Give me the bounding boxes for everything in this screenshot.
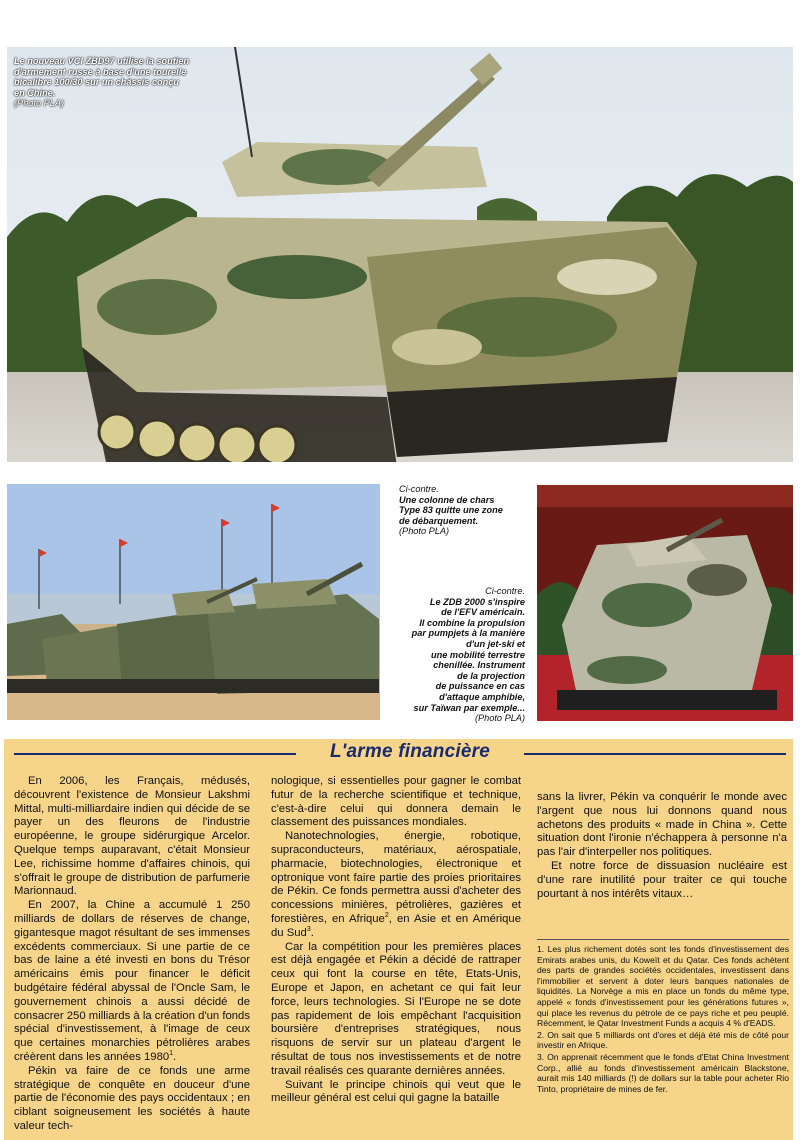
paragraph: Car la compétition pour les premières places est déjà engagée et Pékin a décidé de rattraper ceux qui font la course en tête, Etats-Unis, Europe et Japon, en achetant ce qui fait leur force, leurs technologies. Si l'Europe ne se dote pas rapidement de lois empêchant l'acquisition boursière d'entreprises stratégiques, nous risquons de servir sur un plateau d'argent le résultat de tous nos investissements et de notre travail réalisés ces quarante dernières années. <box>271 940 521 1077</box>
footnote: 1. Les plus richement dotés sont les fonds d'investissement des Emirats arabes unis, du Koweït et du Qatar. Ces fonds achètent des parts de grandes sociétés occidentales, investissent dans l'immobilier et servent à doter leurs banques nationales de liquidités. La Norvège a mis en place un fonds du même type, appelé « fonds d'investissement pour les générations futures », qui place les revenus du pétrole de ce pays riche et peu peuplé. Récemment, le Qatar Investment Funds a acquis 4 % d'EADS. <box>537 944 789 1029</box>
caption-zdb2000 <box>385 586 525 724</box>
footnote-ref: 3 <box>306 926 311 933</box>
paragraph <box>271 830 521 940</box>
article-title: L'arme financière <box>330 741 490 762</box>
caption-line: d'armement russe à base d'une tourelle <box>14 66 187 77</box>
sidebar-article <box>4 739 793 1140</box>
footnote: 2. On sait que 5 milliards ont d'ores et déjà été mis de côté pour investir en Afrique. <box>537 1029 789 1051</box>
footnote: 3. On apprenait récemment que le fonds d'Etat China Investment Corp., allié au fonds d'investissement américain Blackstone, aurait mis 140 milliards (!) de dollars sur la table pour acheter Rio Tinto, propriétaire de mines de fer. <box>537 1051 789 1094</box>
photo-tank-column <box>7 484 380 720</box>
paragraph: Et notre force de dissuasion nucléaire est d'une rare inutilité pour traiter ce qui touche pourtant à nos intérêts vitaux… <box>537 859 787 900</box>
caption-zbd97 <box>14 56 219 109</box>
paragraph: En 2006, les Français, médusés, découvrent l'existence de Monsieur Lakshmi Mittal, multi-milliardaire indien qui décide de se payer un des fleurons de l'industrie européenne, le groupe sidérurgique Arcelor. Quelque temps auparavant, c'était Monsieur Lee, richissime homme d'affaires chinois, qui s'offrait le groupe de distribution de parfumerie Marionnaud. <box>14 775 250 898</box>
caption-line: chenillée. Instrument <box>433 660 525 671</box>
caption-line: sur Taïwan par exemple... <box>413 702 525 713</box>
caption-line: bicalibre 100/30 sur un châssis conçu <box>14 77 179 88</box>
paragraph <box>14 899 250 1065</box>
title-rule-right <box>524 753 786 755</box>
article-title-bar <box>4 739 793 765</box>
caption-line: d'un jet-ski et <box>466 638 525 649</box>
title-rule-left <box>14 753 296 755</box>
paragraph: Pékin va faire de ce fonds une arme stratégique de conquête en douceur d'une partie de l'économie des pays occidentaux ; en ciblant soigneusement les sociétés à haute valeur tech- <box>14 1064 250 1132</box>
paragraph: nologique, si essentielles pour gagner le combat futur de la recherche scientifique et technique, c'est-à-dire celui qui donnera demain le classement des puissances mondiales. <box>271 775 521 829</box>
article-column-3 <box>537 791 787 901</box>
caption-line: Il combine la propulsion <box>419 617 525 628</box>
caption-line: de l'EFV américain. <box>441 607 525 618</box>
article-column-2 <box>271 775 521 1106</box>
article-column-1 <box>14 775 250 1134</box>
caption-line: d'attaque amphibie, <box>439 691 525 702</box>
paragraph-end: . <box>310 926 314 939</box>
caption-line: par pumpjets à la manière <box>411 628 525 639</box>
caption-line: de la projection <box>457 670 525 681</box>
zbd97-ifv-illustration <box>7 47 793 462</box>
footnote-ref: 1 <box>169 1050 174 1058</box>
paragraph: Suivant le principe chinois qui veut que le meilleur général est celui qui gagne la bataille <box>271 1078 521 1105</box>
photo-credit: (Photo PLA) <box>474 713 525 724</box>
caption-type83 <box>399 484 534 537</box>
caption-lead: Ci-contre. <box>485 586 525 596</box>
photo-credit: (Photo PLA) <box>399 526 450 537</box>
footnote-ref: 2 <box>384 912 389 920</box>
photo-zbd97-ifv <box>7 47 793 462</box>
caption-line: Le ZDB 2000 s'inspire <box>429 596 525 607</box>
tank-column-illustration <box>7 484 380 720</box>
paragraph: sans la livrer, Pékin va conquérir le monde avec l'argent que nous lui donnons quand nous achetons des produits « made in China ». Cette situation dont l'ironie n'échappera à personne n'a pas l'air d'interpeller nos politiques. <box>537 791 787 859</box>
caption-line: de puissance en cas <box>435 681 525 692</box>
caption-line: une mobilité terrestre <box>431 649 525 660</box>
caption-line: Le nouveau VCI ZBD97 utilise la soutien <box>14 56 190 66</box>
photo-zdb2000 <box>537 485 793 721</box>
caption-line: Type 83 quitte une zone <box>399 505 503 516</box>
paragraph-text: Nanotechnologies, énergie, robotique, supraconducteurs, matériaux, aérospatiale, pharmacie, biotechnologies, électronique et optronique vont faire partie des proies prioritaires de Pékin. Ce fonds permettra aussi d'acheter des concessions minières, pétrolières, gazières et forestières, en Afrique <box>271 830 521 925</box>
photo-credit: (Photo PLA) <box>14 98 65 109</box>
zdb2000-illustration <box>537 485 793 721</box>
paragraph-text: , en Asie et en Amérique du Sud <box>271 912 521 939</box>
caption-line: en Chine. <box>14 87 56 98</box>
caption-line: de débarquement. <box>399 515 479 526</box>
paragraph-text: En 2007, la Chine a accumulé 1 250 milliards de dollars de réserves de change, gigantesque magot résultant de ses immenses excédents commerciaux. Si une partie de ce bas de laine a été investi en bons du Trésor américains émis pour financer le déficit budgétaire fédéral abyssal de l'Oncle Sam, le gouvernement chinois a aussi décidé de consacrer 250 milliards à la création d'un fonds spécial d'investissement, à l'image de ceux que certaines monarchies pétrolières arabes créèrent dans les années 1980 <box>14 899 250 1063</box>
paragraph-end: . <box>173 1050 177 1063</box>
caption-lead: Ci-contre. <box>399 484 439 494</box>
footnotes <box>537 939 789 1095</box>
caption-line: Une colonne de chars <box>399 494 495 505</box>
